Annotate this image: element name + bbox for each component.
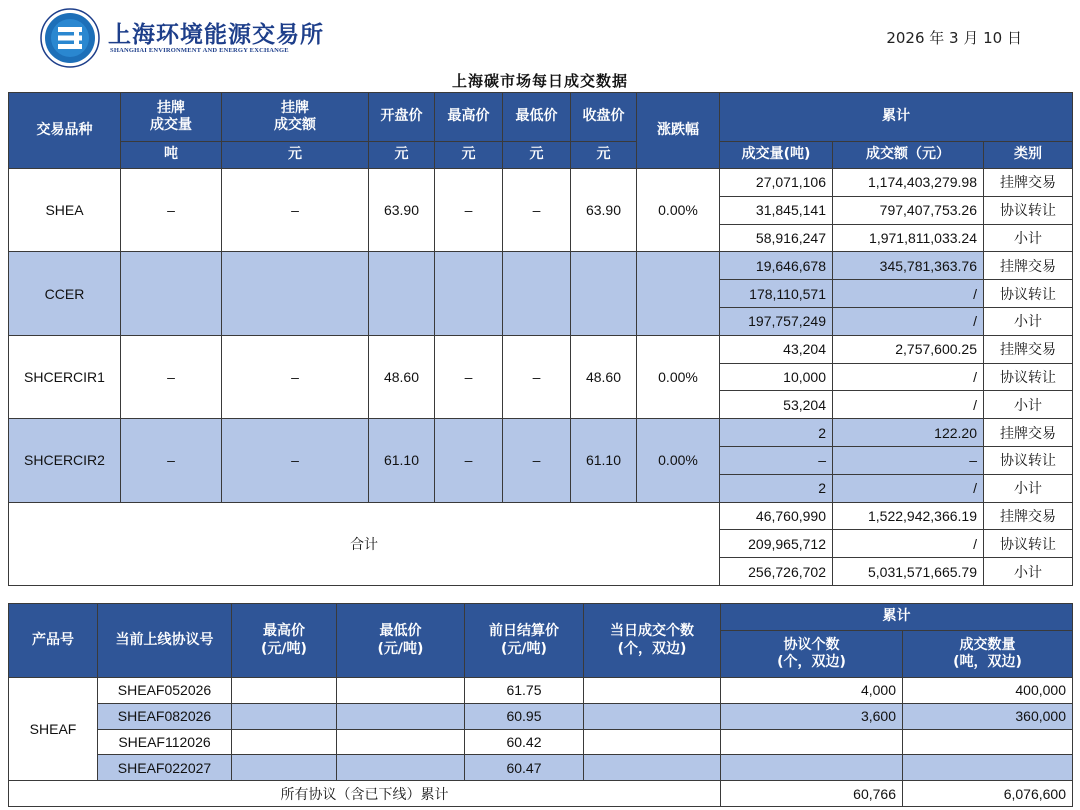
cum-volume: – xyxy=(720,446,833,474)
footer-row xyxy=(9,781,1073,807)
product-name: SHCERCIR2 xyxy=(9,419,121,502)
price-change: 0.00% xyxy=(637,419,720,502)
close-price: 63.90 xyxy=(571,169,637,252)
table-row xyxy=(9,703,1073,729)
unit-open: 元 xyxy=(369,142,435,169)
footer-count: 60,766 xyxy=(721,781,903,807)
cum-type: 协议转让 xyxy=(984,363,1073,391)
price-change: 0.00% xyxy=(637,169,720,252)
table-row xyxy=(9,252,1073,280)
cum-qty xyxy=(903,755,1073,781)
header-cum-qty: 成交数量 (吨，双边) xyxy=(903,631,1073,678)
forward-contract-table xyxy=(8,603,1073,807)
exchange-logo-icon xyxy=(40,8,100,68)
cum-volume: 197,757,249 xyxy=(720,307,833,335)
open-price: 63.90 xyxy=(369,169,435,252)
header-low: 最低价 xyxy=(503,93,571,142)
header-settle-price: 前日结算价 (元/吨) xyxy=(465,604,584,678)
listed-volume: – xyxy=(121,335,222,418)
cum-type: 挂牌交易 xyxy=(984,169,1073,197)
header-cum-amount: 成交额（元） xyxy=(833,142,984,169)
high-price xyxy=(232,703,337,729)
high-price: – xyxy=(435,169,503,252)
high-price xyxy=(435,252,503,335)
low-price: – xyxy=(503,335,571,418)
table-row xyxy=(9,335,1073,363)
listed-volume: – xyxy=(121,169,222,252)
header-cum-type: 类别 xyxy=(984,142,1073,169)
low-price xyxy=(337,703,465,729)
cum-amount: 122.20 xyxy=(833,419,984,447)
cum-amount: 1,971,811,033.24 xyxy=(833,224,984,252)
contract-id: SHEAF052026 xyxy=(98,678,232,704)
cum-count: 4,000 xyxy=(721,678,903,704)
header-close: 收盘价 xyxy=(571,93,637,142)
cum-count xyxy=(721,729,903,755)
listed-amount: – xyxy=(222,335,369,418)
cum-count: 3,600 xyxy=(721,703,903,729)
cum-amount: 2,757,600.25 xyxy=(833,335,984,363)
unit-close: 元 xyxy=(571,142,637,169)
cum-qty xyxy=(903,729,1073,755)
header-low-price: 最低价 (元/吨) xyxy=(337,604,465,678)
daily-trading-table xyxy=(8,92,1073,586)
close-price: 61.10 xyxy=(571,419,637,502)
listed-volume: – xyxy=(121,419,222,502)
cum-count xyxy=(721,755,903,781)
cum-type: 小计 xyxy=(984,391,1073,419)
cum-type: 挂牌交易 xyxy=(984,419,1073,447)
footer-label: 所有协议（含已下线）累计 xyxy=(9,781,721,807)
header-change: 涨跌幅 xyxy=(637,93,720,169)
daily-deals xyxy=(584,729,721,755)
price-change: 0.00% xyxy=(637,335,720,418)
header-listed-volume: 挂牌 成交量 xyxy=(121,93,222,142)
cum-type: 挂牌交易 xyxy=(984,335,1073,363)
contract-id: SHEAF082026 xyxy=(98,703,232,729)
header-cum-count: 协议个数 (个，双边) xyxy=(721,631,903,678)
cum-amount: / xyxy=(833,307,984,335)
total-volume: 46,760,990 xyxy=(720,502,833,530)
page-header xyxy=(0,0,1080,72)
report-title: 上海碳市场每日成交数据 xyxy=(451,72,628,90)
header-product: 交易品种 xyxy=(9,93,121,169)
cum-type: 挂牌交易 xyxy=(984,252,1073,280)
header-cumulative: 累计 xyxy=(720,93,1073,142)
product-name: SHEA xyxy=(9,169,121,252)
cum-amount: – xyxy=(833,446,984,474)
total-row xyxy=(9,502,1073,530)
low-price xyxy=(337,729,465,755)
product-name: CCER xyxy=(9,252,121,335)
cum-volume: 58,916,247 xyxy=(720,224,833,252)
report-date: 2026 年 3 月 10 日 xyxy=(886,29,1022,47)
header-contract: 当前上线协议号 xyxy=(98,604,232,678)
contract-id: SHEAF112026 xyxy=(98,729,232,755)
cum-volume: 31,845,141 xyxy=(720,196,833,224)
table-row xyxy=(9,419,1073,447)
total-type: 协议转让 xyxy=(984,530,1073,558)
cum-volume: 2 xyxy=(720,474,833,502)
header-high: 最高价 xyxy=(435,93,503,142)
settle-price: 60.42 xyxy=(465,729,584,755)
low-price: – xyxy=(503,169,571,252)
total-volume: 209,965,712 xyxy=(720,530,833,558)
low-price xyxy=(337,678,465,704)
listed-volume xyxy=(121,252,222,335)
cum-volume: 178,110,571 xyxy=(720,280,833,308)
price-change xyxy=(637,252,720,335)
high-price xyxy=(232,729,337,755)
total-label: 合计 xyxy=(9,502,720,585)
settle-price: 60.47 xyxy=(465,755,584,781)
header-high-price: 最高价 (元/吨) xyxy=(232,604,337,678)
cum-qty: 360,000 xyxy=(903,703,1073,729)
high-price xyxy=(232,755,337,781)
organization-name-english: SHANGHAI ENVIRONMENT AND ENERGY EXCHANGE xyxy=(110,47,289,54)
cum-volume: 10,000 xyxy=(720,363,833,391)
open-price xyxy=(369,252,435,335)
listed-amount xyxy=(222,252,369,335)
product-no: SHEAF xyxy=(9,678,98,781)
cum-type: 协议转让 xyxy=(984,196,1073,224)
daily-deals xyxy=(584,755,721,781)
close-price xyxy=(571,252,637,335)
unit-high: 元 xyxy=(435,142,503,169)
high-price: – xyxy=(435,419,503,502)
cum-type: 协议转让 xyxy=(984,280,1073,308)
table-row xyxy=(9,169,1073,197)
listed-amount: – xyxy=(222,419,369,502)
cum-volume: 43,204 xyxy=(720,335,833,363)
total-amount: 1,522,942,366.19 xyxy=(833,502,984,530)
cum-amount: / xyxy=(833,391,984,419)
cum-volume: 19,646,678 xyxy=(720,252,833,280)
product-name: SHCERCIR1 xyxy=(9,335,121,418)
table-row xyxy=(9,678,1073,704)
total-type: 小计 xyxy=(984,558,1073,586)
organization-name: 上海环境能源交易所 xyxy=(108,21,324,48)
total-volume: 256,726,702 xyxy=(720,558,833,586)
unit-volume: 吨 xyxy=(121,142,222,169)
cum-amount: / xyxy=(833,280,984,308)
table-row xyxy=(9,729,1073,755)
header-daily-deals: 当日成交个数 (个，双边) xyxy=(584,604,721,678)
cum-amount: 1,174,403,279.98 xyxy=(833,169,984,197)
high-price: – xyxy=(435,335,503,418)
cum-volume: 2 xyxy=(720,419,833,447)
unit-low: 元 xyxy=(503,142,571,169)
header-cumulative: 累计 xyxy=(721,604,1073,631)
header-listed-amount: 挂牌 成交额 xyxy=(222,93,369,142)
daily-deals xyxy=(584,678,721,704)
cum-volume: 27,071,106 xyxy=(720,169,833,197)
cum-amount: 797,407,753.26 xyxy=(833,196,984,224)
low-price: – xyxy=(503,419,571,502)
cum-amount: 345,781,363.76 xyxy=(833,252,984,280)
open-price: 48.60 xyxy=(369,335,435,418)
cum-type: 协议转让 xyxy=(984,446,1073,474)
contract-id: SHEAF022027 xyxy=(98,755,232,781)
settle-price: 60.95 xyxy=(465,703,584,729)
settle-price: 61.75 xyxy=(465,678,584,704)
close-price: 48.60 xyxy=(571,335,637,418)
cum-type: 小计 xyxy=(984,474,1073,502)
cum-type: 小计 xyxy=(984,307,1073,335)
unit-amount: 元 xyxy=(222,142,369,169)
cum-volume: 53,204 xyxy=(720,391,833,419)
header-cum-volume: 成交量(吨) xyxy=(720,142,833,169)
total-amount: / xyxy=(833,530,984,558)
high-price xyxy=(232,678,337,704)
open-price: 61.10 xyxy=(369,419,435,502)
low-price xyxy=(503,252,571,335)
listed-amount: – xyxy=(222,169,369,252)
table-row xyxy=(9,755,1073,781)
cum-qty: 400,000 xyxy=(903,678,1073,704)
total-amount: 5,031,571,665.79 xyxy=(833,558,984,586)
low-price xyxy=(337,755,465,781)
header-open: 开盘价 xyxy=(369,93,435,142)
header-product-no: 产品号 xyxy=(9,604,98,678)
daily-deals xyxy=(584,703,721,729)
cum-amount: / xyxy=(833,363,984,391)
footer-qty: 6,076,600 xyxy=(903,781,1073,807)
cum-type: 小计 xyxy=(984,224,1073,252)
cum-amount: / xyxy=(833,474,984,502)
total-type: 挂牌交易 xyxy=(984,502,1073,530)
